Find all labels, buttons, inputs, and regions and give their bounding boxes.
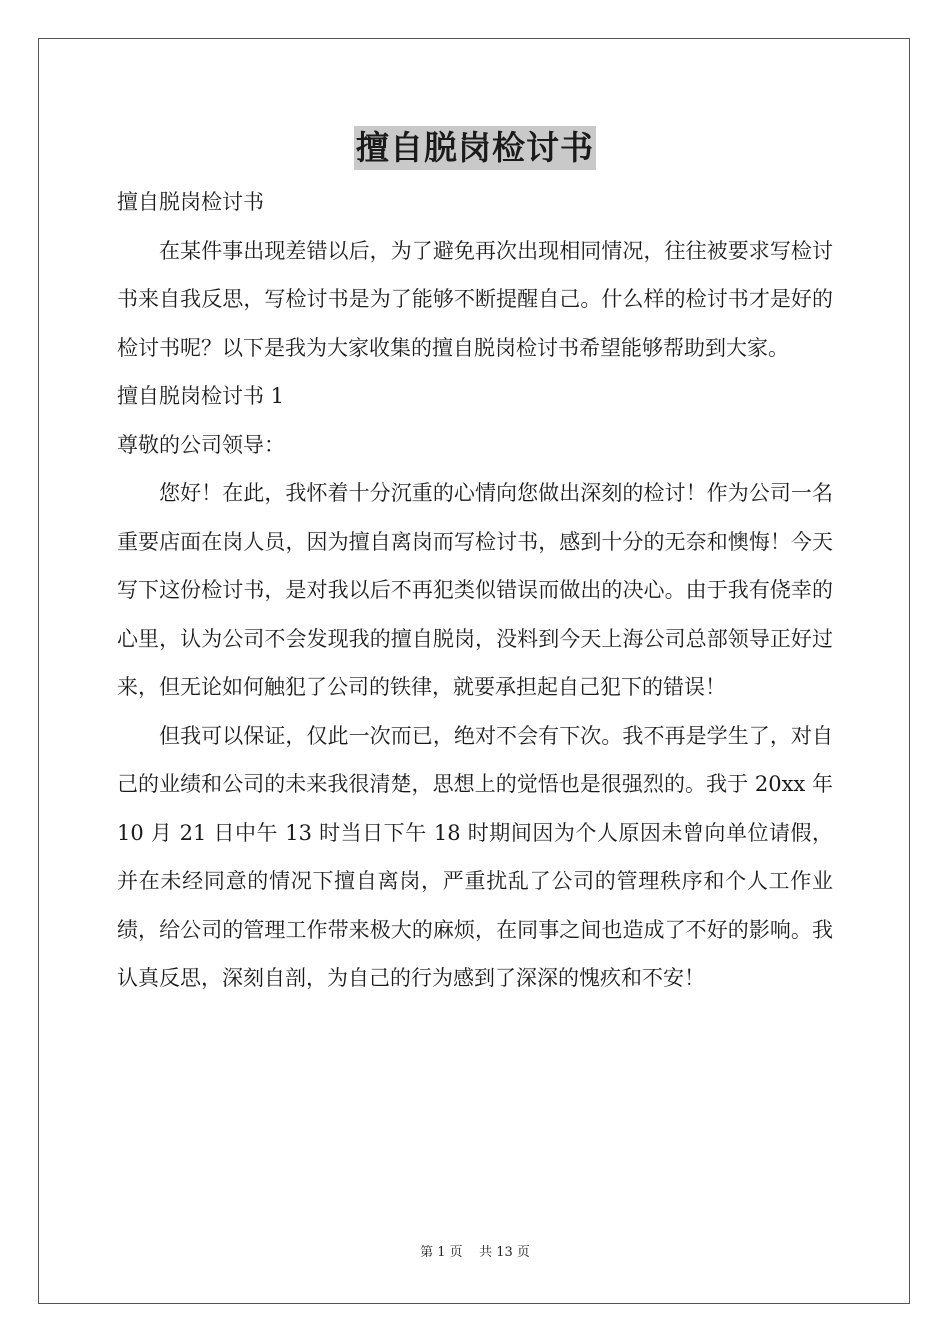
- salutation: 尊敬的公司领导：: [117, 432, 285, 457]
- document-body: [117, 178, 833, 1003]
- document-subtitle: 擅自脱岗检讨书: [117, 190, 264, 214]
- intro-paragraph: 在某件事出现差错以后，为了避免再次出现相同情况，往往被要求写检讨书来自我反思，写检讨书是为了能够不断提醒自己。什么样的检讨书才是好的检讨书呢？以下是我为大家收集的擅自脱岗检讨书希望能够帮助到大家。: [117, 238, 833, 360]
- title-container: [0, 126, 950, 170]
- page-footer: [0, 1244, 950, 1262]
- document-title: 擅自脱岗检讨书: [354, 126, 596, 170]
- section-heading: 擅自脱岗检讨书 1: [117, 384, 285, 408]
- page-indicator: 第 1 页 共 13 页: [420, 1245, 530, 1260]
- body-paragraph-1: 您好！在此，我怀着十分沉重的心情向您做出深刻的检讨！作为公司一名重要店面在岗人员，因为擅自离岗而写检讨书，感到十分的无奈和懊悔！今天写下这份检讨书，是对我以后不再犯类似错误而做出的决心。由于我有侥幸的心里，认为公司不会发现我的擅自脱岗，没料到今天上海公司总部领导正好过来，但无论如何触犯了公司的铁律，就要承担起自己犯下的错误！: [117, 481, 833, 699]
- body-paragraph-2: 但我可以保证，仅此一次而已，绝对不会有下次。我不再是学生了，对自己的业绩和公司的未来我很清楚，思想上的觉悟也是很强烈的。我于 20xx 年 10 月 21 日中午 13 时当日下午 18 时期间因为个人原因未曾向单位请假，并在未经同意的情况下擅自离岗，严重扰乱了公司的管理秩序和个人工作业绩，给公司的管理工作带来极大的麻烦，在同事之间也造成了不好的影响。我认真反思，深刻自剖，为自己的行为感到了深深的愧疚和不安！: [117, 723, 833, 990]
